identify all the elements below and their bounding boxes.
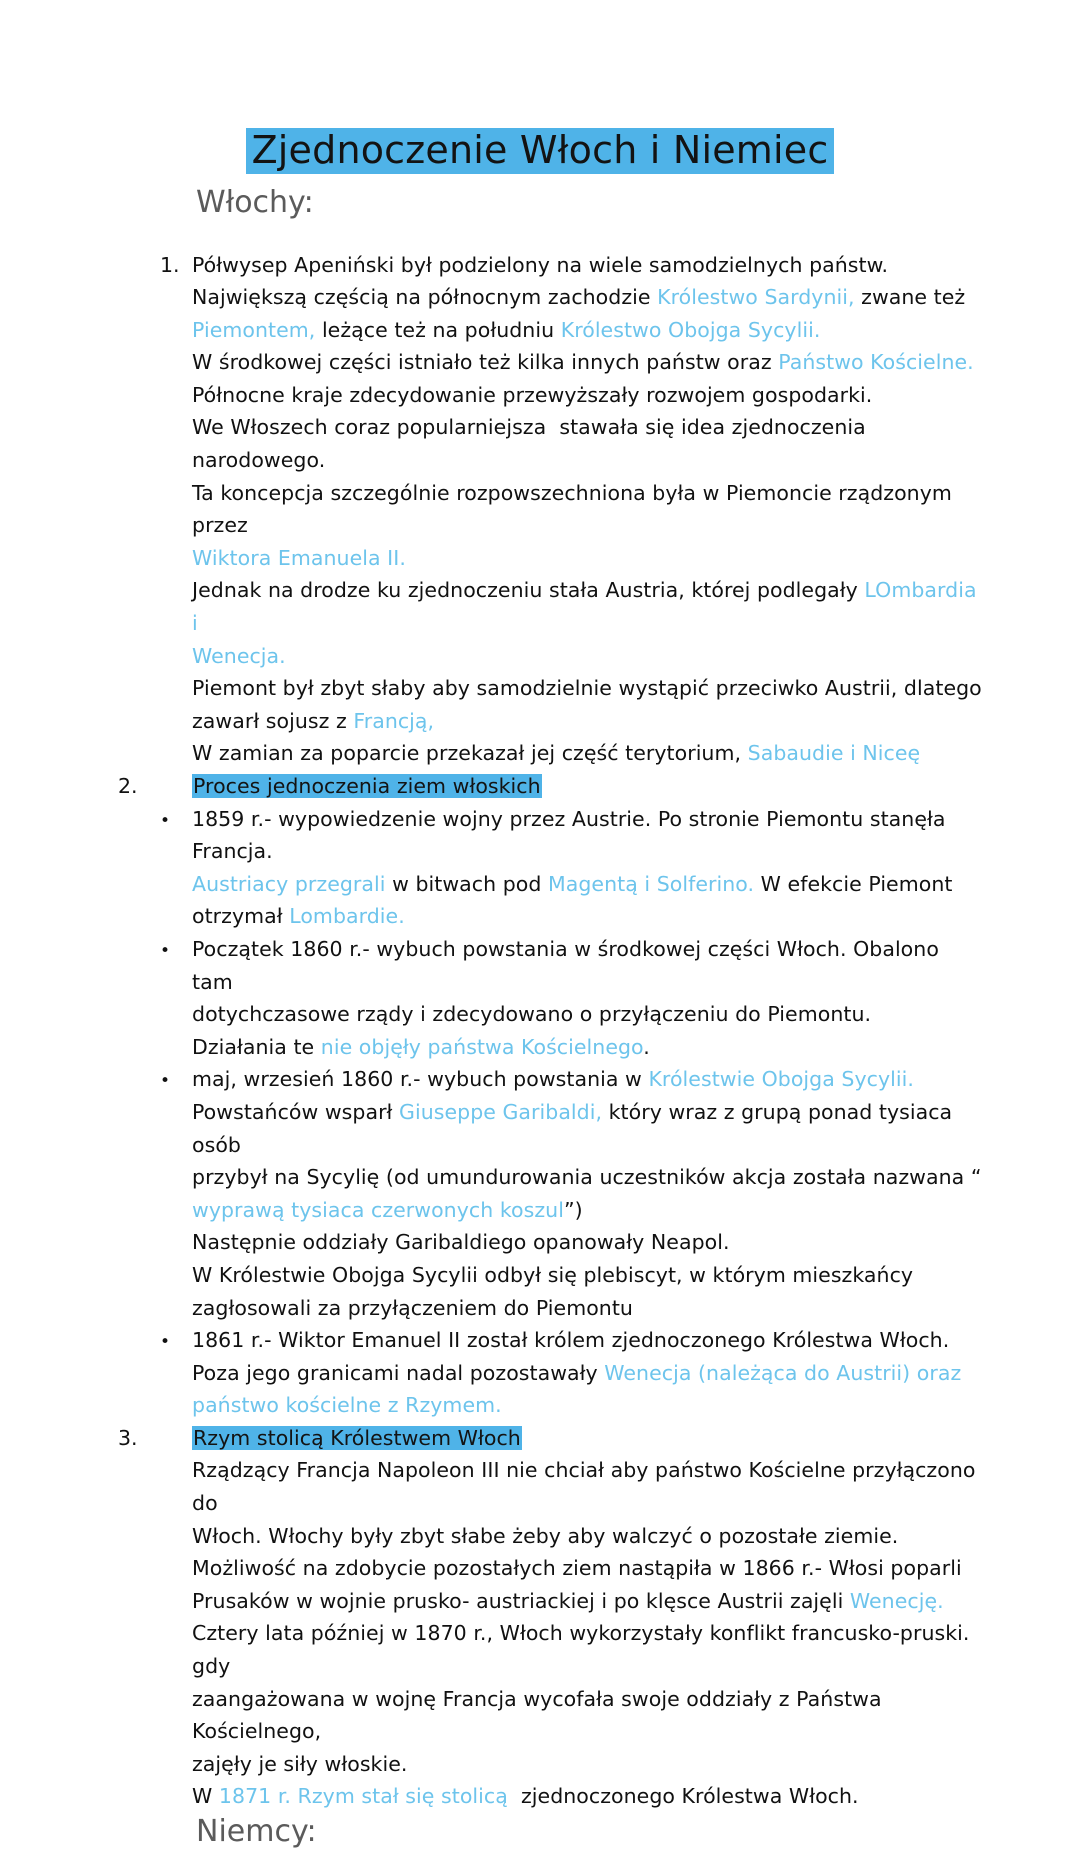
text-run: który wraz z grupą ponad tysiaca osób (192, 1099, 959, 1157)
text-run: ”) (563, 1197, 583, 1222)
text-run: Działania te (192, 1034, 321, 1059)
numbered-item-2-heading (192, 770, 1080, 803)
text-line: Początek 1860 r.- wybuch powstania w środkowej części Włoch. Obalono tam (192, 936, 946, 994)
accent-run: Giuseppe Garibaldi, (399, 1099, 603, 1124)
list-marker: 2. (118, 774, 138, 798)
section-heading-germany: Niemcy: (196, 1814, 317, 1849)
bullet-item (0, 1063, 1080, 1324)
accent-line: Wenecja. (192, 643, 286, 668)
text-line (192, 900, 984, 933)
text-line (192, 1422, 984, 1455)
accent-run: Królestwie Obojga Sycylii. (648, 1067, 914, 1092)
list-marker: 1. (160, 252, 180, 277)
text-line: Północne kraje zdecydowanie przewyższały rozwojem gospodarki. (192, 382, 873, 407)
text-line: 1859 r.- wypowiedzenie wojny przez Austrie. Po stronie Piemontu stanęła Francja. (192, 806, 953, 864)
text-line (192, 770, 984, 803)
bullet-content (192, 1063, 1080, 1324)
text-line (192, 1063, 984, 1096)
bullet-icon (160, 1324, 192, 1359)
text-run: W zamian za poparcie przekazał jej część terytorium, (192, 741, 748, 766)
text-run: Powstańców wsparł (192, 1099, 400, 1124)
page-title: Zjednoczenie Włoch i Niemiec (246, 128, 835, 174)
accent-run: Królestwo Sardynii, (657, 285, 855, 310)
text-run: zwane też (854, 285, 966, 310)
accent-run: Państwo Kościelne. (778, 350, 974, 375)
text-line: przybył na Sycylię (od umundurowania uczestników akcja została nazwana “ (192, 1165, 982, 1190)
accent-run: Austriacy przegrali (192, 871, 386, 896)
bullet-icon (160, 803, 192, 838)
text-line (192, 574, 984, 639)
text-line (192, 314, 984, 347)
numbered-item-1 (0, 249, 1080, 771)
numbered-item-3-content (192, 1422, 1080, 1813)
text-run: Jednak na drodze ku zjednoczeniu stała Austria, której podlegały (192, 578, 865, 603)
accent-line: państwo kościelne z Rzymem. (192, 1393, 502, 1418)
accent-run: nie objęły państwa Kościelnego (320, 1034, 644, 1059)
text-run: leżące też na południu (315, 317, 561, 342)
text-line: Następnie oddziały Garibaldiego opanowały Neapol. (192, 1230, 730, 1255)
accent-run: Magentą i Solferino. (548, 871, 755, 896)
text-line (192, 1780, 984, 1813)
bullet-item (0, 1324, 1080, 1422)
text-line (192, 1194, 984, 1227)
accent-line: Wiktora Emanuela II. (192, 545, 406, 570)
text-run: Największą częścią na północnym zachodzie (192, 285, 658, 310)
bullet-icon (160, 933, 192, 968)
text-line: We Włoszech coraz popularniejsza stawała się idea zjednoczenia narodowego. (192, 415, 873, 473)
accent-run: Wenecję. (849, 1588, 944, 1613)
numbered-item-1-content (192, 249, 1080, 771)
text-line (192, 1031, 984, 1064)
text-run: W środkowej części istniało też kilka innych państw oraz (192, 350, 779, 375)
text-line (192, 1357, 984, 1390)
text-line: W Królestwie Obojga Sycylii odbył się plebiscyt, w którym mieszkańcy (192, 1262, 914, 1287)
text-run: zawarł sojusz z (192, 708, 354, 733)
text-line: Ta koncepcja szczególnie rozpowszechniona była w Piemoncie rządzonym przez (192, 480, 959, 538)
bullet-item (0, 933, 1080, 1063)
notes-body (0, 249, 1080, 1814)
text-line: zaangażowana w wojnę Francja wycofała swoje oddziały z Państwa Kościelnego, (192, 1686, 889, 1744)
accent-run: Francją, (353, 708, 435, 733)
text-line: Możliwość na zdobycie pozostałych ziem nastąpiła w 1866 r.- Włosi poparli (192, 1556, 962, 1581)
list-marker: 3. (118, 1425, 138, 1450)
bullet-content (192, 933, 1080, 1063)
bullet-icon (160, 1063, 192, 1098)
accent-run: Wenecja (należąca do Austrii) oraz (604, 1360, 962, 1385)
highlighted-heading: Proces jednoczenia ziem włoskich (193, 774, 541, 798)
text-line: zajęły je siły włoskie. (192, 1751, 408, 1776)
text-line: Półwysep Apeniński był podzielony na wiele samodzielnych państw. (192, 252, 889, 277)
text-run: zjednoczonego Królestwa Włoch. (507, 1784, 859, 1809)
bullet-content (192, 803, 1080, 933)
numbered-item-2 (0, 770, 1080, 803)
accent-run: Sabaudie i Niceę (747, 741, 921, 766)
accent-run: 1871 r. Rzym stał się stolicą (218, 1784, 508, 1809)
text-run: W efekcie Piemont (754, 871, 953, 896)
text-line (192, 346, 984, 379)
section-heading-italy: Włochy: (196, 185, 314, 220)
text-run: w bitwach pod (385, 871, 548, 896)
text-line: Piemont był zbyt słaby aby samodzielnie wystąpić przeciwko Austrii, dlatego (192, 676, 982, 701)
text-line (192, 868, 984, 901)
accent-run: Lombardie. (289, 904, 405, 929)
text-line (192, 737, 984, 770)
text-line (192, 1096, 984, 1161)
text-run: W (192, 1784, 219, 1809)
text-line (192, 281, 984, 314)
accent-run: Królestwo Obojga Sycylii. (560, 317, 821, 342)
accent-run: wyprawą tysiaca czerwonych koszul (192, 1197, 564, 1222)
text-line: Rządzący Francja Napoleon III nie chciał aby państwo Kościelne przyłączono do (192, 1458, 983, 1516)
text-line: 1861 r.- Wiktor Emanuel II został królem zjednoczonego Królestwa Włoch. (192, 1328, 950, 1353)
bullet-item (0, 803, 1080, 933)
text-line (192, 1585, 984, 1618)
numbered-item-3 (0, 1422, 1080, 1813)
accent-run: Piemontem, (192, 317, 316, 342)
accent-run: LOmbardia i (192, 578, 984, 636)
title-container (0, 0, 1080, 174)
text-run: Poza jego granicami nadal pozostawały (192, 1360, 605, 1385)
text-run: maj, wrzesień 1860 r.- wybuch powstania w (192, 1067, 649, 1092)
bullet-content (192, 1324, 1080, 1422)
text-line: Cztery lata później w 1870 r., Włoch wykorzystały konflikt francusko-pruski. gdy (192, 1621, 977, 1679)
text-run: . (643, 1034, 650, 1059)
text-run: otrzymał (192, 904, 290, 929)
text-run: Prusaków w wojnie prusko- austriackiej i po klęsce Austrii zajęli (192, 1588, 850, 1613)
text-line (192, 705, 984, 738)
highlighted-heading: Rzym stolicą Królestwem Włoch (193, 1425, 521, 1450)
text-line: dotychczasowe rządy i zdecydowano o przyłączeniu do Piemontu. (192, 1002, 872, 1027)
text-line: zagłosowali za przyłączeniem do Piemontu (192, 1295, 633, 1320)
text-line: Włoch. Włochy były zbyt słabe żeby aby walczyć o pozostałe ziemie. (192, 1523, 899, 1548)
